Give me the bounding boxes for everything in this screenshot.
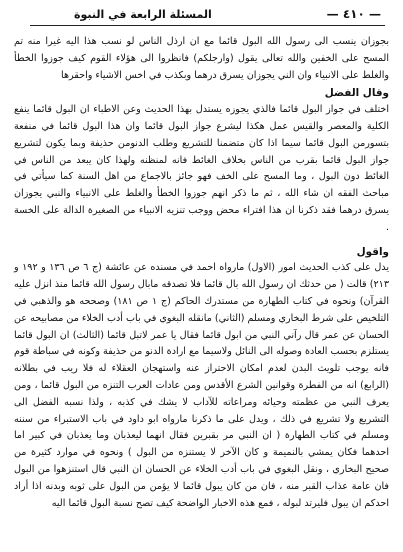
paragraph-2: اختلف في جواز البول قائما فالذي يجوزه يستدل بهذا الحديث وعن الاطباء ان البول قائما ينفع الكلية والمعصر والقيس عمل هكذا ليشرع جواز البول قائما وان هذا البول قائما في منفعة بتسورمن البول قائما سيما اذا كان متضمنا للتشريع وطلب الدنومن حذيفة وبما يكون لتشريع جواز البول قائما بقرب من الناس بخلاف الغائط فانه لمنظنه ولهذا كان يبعد من الناس في الغائط دون البول ، وما المسح على الخف فهو جائز بالاجماع من اهل السنة كما سيأتي في مباحث الفقه ان شاء الله ، ثم ما ذكر انهم جوزوا الخطأ والغلط على الانبياء والنبي يجوزان يسرق درهما فقد ذكرنا ان هذا افتراء محض ووجب تنزيه الانبياء من الصغيرة الدالة على الخسة . <box>14 104 389 233</box>
header-rule <box>30 25 385 26</box>
page-header <box>14 6 389 26</box>
section-heading-fadl: وقال الفضل <box>324 87 389 100</box>
page-number: — ٤١٠ — <box>326 7 381 21</box>
paragraph-1: بجوزان ينسب الى رسول الله البول قائما مع ان ارذل الناس لو نسب هذا اليه غيرا منه تم المسح على الخفين والله تعالى يقول (وارجلكم) فانظروا الى هؤلاء القوم كيف جوزوا الخطأ والغلط على الانبياء وان الني يجوزان يسرق درهما وبكذب في اخس الاشياء واحقرها <box>14 36 389 81</box>
section-heading-aqul: واقول <box>356 245 389 258</box>
body-text <box>14 34 389 512</box>
section-spacer <box>14 237 389 243</box>
paragraph-3: يدل على كذب الحديث امور (الاول) مارواه احمد في مسنده عن عائشة (ج ٦ ص ١٣٦ و ١٩٢ و ٢١٣) قالت ( من حدثك ان رسول الله بال قائما فلا تصدقه مابال رسول الله قائما منذ انزل عليه القرآن) ونحوه في كتاب الطهارة من مستدرك الحاكم (ج ١ ص ١٨١) وصححه هو والذهبي في التلخيص على شرط البخاري ومسلم (الثاني) مانقله البغوي في باب أدب الخلاء من مصابيحه عن الحسان عن عمر قال رآني النبي من ابول قائما فقال يا عمر لاتبل قائما (الثالث) ان البول قائما يستلزم بحسب العادة وصوله الى النائل ولاسيما مع ارادة الدنو من حذيفة وكونه في سباطة قوم فانه يوجب تلويث البدن لعدم امكان الاحتراز عنه واستهجان العقلاء له فلا ريب في بطلانه (الرابع) انه من الفطرة وقوانين الشرع الأقدس ومن عادات العرب التنزه من البول قائما ، ومن يعرف النبي من عظمته وحيائه ومراعاته للآداب لا يشك في كذبه ، ولذا نسبه الفضل الى التشريع ولا تشريع في ذلك ، ويدل على ما ذكرنا مارواه ابو داود في باب الاستبراء من سننه ومسلم في كتاب الطهارة ( ان النبي مر بقبرين فقال انهما ليعذبان وما يعذبان في كبير اما احدهما فكان يمشي بالنميمة و كان الآخر لا يستنزه من البول ) ونحوه في موارد كثيرة من صحيح البخاري ، ونقل البغوي في باب أدب الخلاء عن الحسان ان النبي قال استنزهوا من البول فان عامة عذاب القبر منه ، فان من كان يبول قائما لا يؤمن من البول على ثوبه وبدنه اذا أراد احدكم ان يبول فليرتد لبوله ، فمع هذه الاخبار الواضحة كيف تصح نسبة البول قائما اليه <box>14 262 390 509</box>
running-title: المسئلة الرابعة في النبوة <box>74 8 212 21</box>
